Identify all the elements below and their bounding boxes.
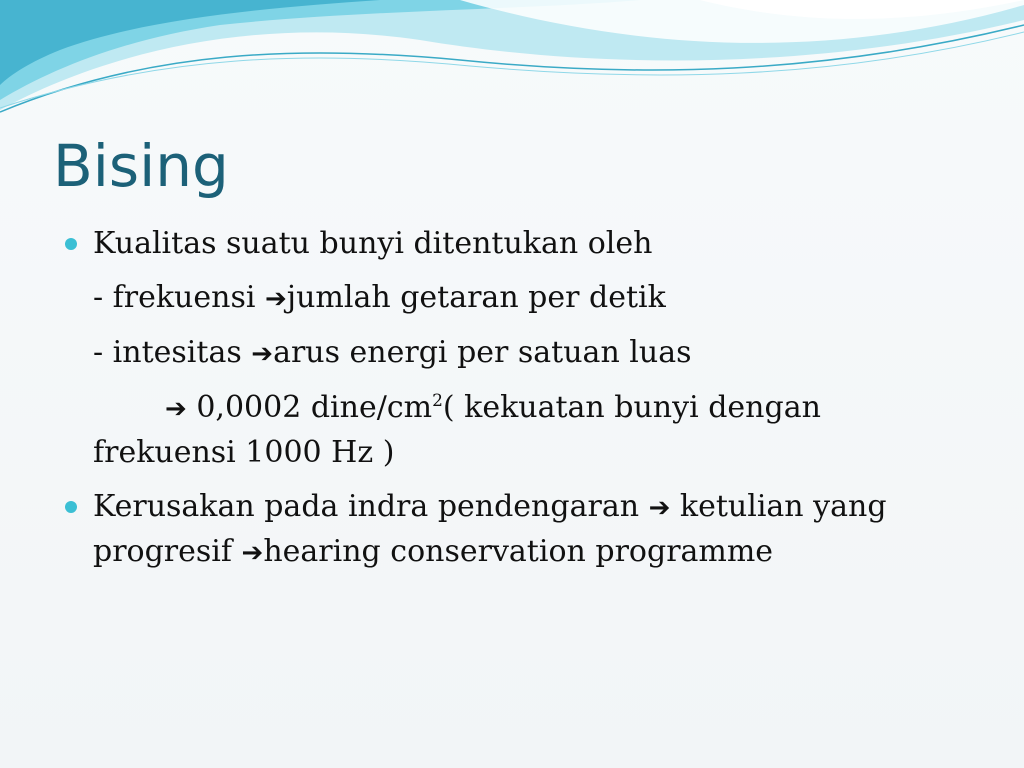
bullet-icon <box>65 501 77 513</box>
sub-item-value <box>93 386 973 431</box>
bullet-item-1 <box>93 222 973 266</box>
slide-body <box>93 222 973 575</box>
arrow-right-icon: ➔ <box>264 284 287 314</box>
value-text: 0,0002 dine/cm <box>196 390 433 425</box>
arrow-right-icon: ➔ <box>241 538 264 568</box>
arrow-right-icon: ➔ <box>165 394 187 424</box>
value-note-text: ( kekuatan bunyi dengan <box>442 390 821 425</box>
sub-item-text: arus energi per satuan luas <box>273 335 692 370</box>
bullet-text: progresif <box>93 534 232 569</box>
bullet-icon <box>65 238 77 250</box>
bullet-item-2 <box>93 485 973 530</box>
sub-item-label: - frekuensi <box>93 280 256 315</box>
sub-item-frekuensi <box>93 276 973 321</box>
arrow-right-icon: ➔ <box>251 339 274 369</box>
slide-title: Bising <box>53 132 229 200</box>
sub-item-text: jumlah getaran per detik <box>286 280 666 315</box>
sub-item-label: - intesitas <box>93 335 242 370</box>
header-wave-decoration <box>0 0 1024 140</box>
bullet-item-2-continuation <box>93 530 973 575</box>
bullet-text: Kerusakan pada indra pendengaran <box>93 489 640 524</box>
sub-item-intesitas <box>93 331 973 376</box>
bullet-text-cont: ketulian yang <box>679 489 887 524</box>
bullet-text-cont: hearing conservation programme <box>263 534 774 569</box>
bullet-text: Kualitas suatu bunyi ditentukan oleh <box>93 226 653 261</box>
value-note-continuation: frekuensi 1000 Hz ) <box>93 435 395 470</box>
superscript-text: 2 <box>432 391 443 411</box>
arrow-right-icon: ➔ <box>648 493 671 523</box>
